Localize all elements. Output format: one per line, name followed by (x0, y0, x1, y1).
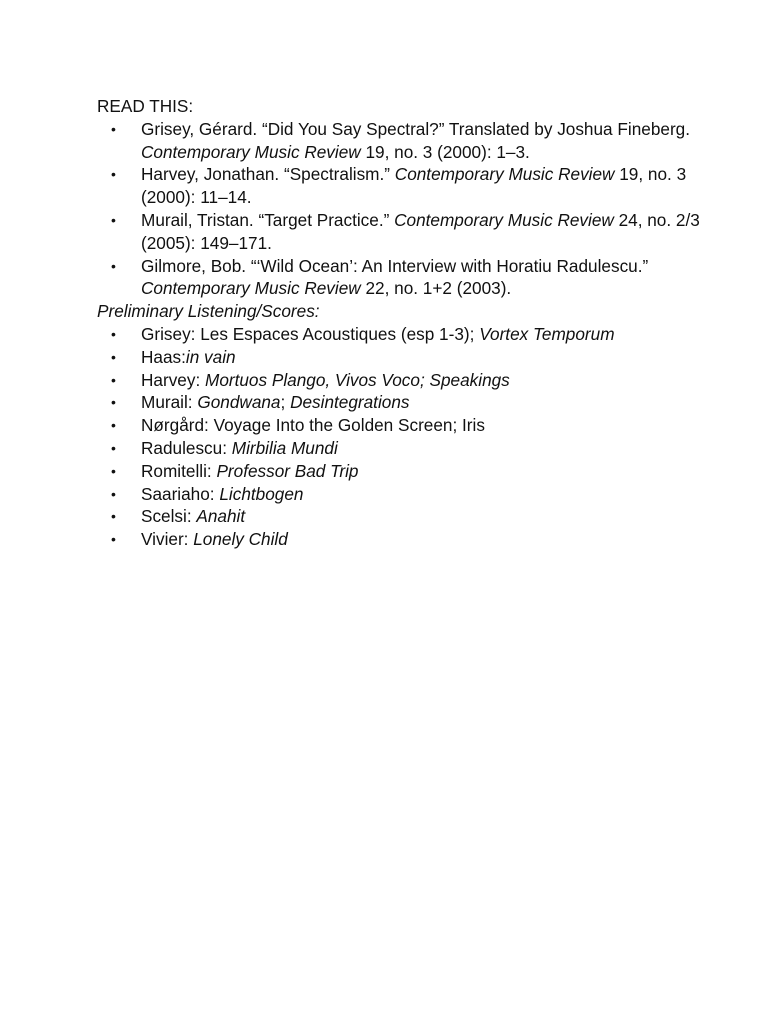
reading-item: • Gilmore, Bob. “‘Wild Ocean’: An Interview with Horatiu Radulescu.” Contemporary Music Review 22, no. 1+2 (2003). (111, 255, 649, 299)
bullet: • (111, 211, 116, 228)
bullet: • (111, 394, 116, 411)
bullet: • (111, 531, 116, 548)
bullet: • (111, 439, 116, 456)
bullet: • (111, 371, 116, 388)
reading-item: • Grisey, Gérard. “Did You Say Spectral?” Translated by Joshua Fineberg. Contemporary Music Review 19, no. 3 (2000): 1–3. (111, 118, 690, 162)
bullet: • (111, 257, 116, 274)
listening-item: • Radulescu: Mirbilia Mundi (111, 437, 338, 458)
bullet: • (111, 417, 116, 434)
listening-item: • Saariaho: Lichtbogen (111, 483, 304, 504)
bullet: • (111, 348, 116, 365)
listening-item: • Scelsi: Anahit (111, 506, 246, 527)
listening-item: • Murail: Gondwana; Desintegrations (111, 392, 410, 413)
bullet: • (111, 166, 116, 183)
reading-item: • Murail, Tristan. “Target Practice.” Contemporary Music Review 24, no. 2/3 (2005): 149–171. (111, 209, 700, 253)
bullet: • (111, 508, 116, 525)
bullet: • (111, 485, 116, 502)
document-page (97, 95, 737, 551)
listening-list (97, 323, 737, 551)
listening-item: • Vivier: Lonely Child (111, 529, 288, 550)
listening-item: • Romitelli: Professor Bad Trip (111, 460, 359, 481)
reading-list (97, 118, 737, 300)
read-this-heading: READ THIS: (97, 96, 194, 116)
listening-item: • Grisey: Les Espaces Acoustiques (esp 1-3); Vortex Temporum (111, 323, 615, 344)
listening-item: • Haas:in vain (111, 346, 236, 367)
listening-item: • Harvey: Mortuos Plango, Vivos Voco; Speakings (111, 369, 510, 390)
reading-item: • Harvey, Jonathan. “Spectralism.” Contemporary Music Review 19, no. 3 (2000): 11–14. (111, 164, 687, 208)
bullet: • (111, 462, 116, 479)
listening-item: • Nørgård: Voyage Into the Golden Screen; Iris (111, 415, 485, 436)
bullet: • (111, 120, 116, 137)
bullet: • (111, 325, 116, 342)
listening-heading: Preliminary Listening/Scores: (97, 301, 320, 322)
